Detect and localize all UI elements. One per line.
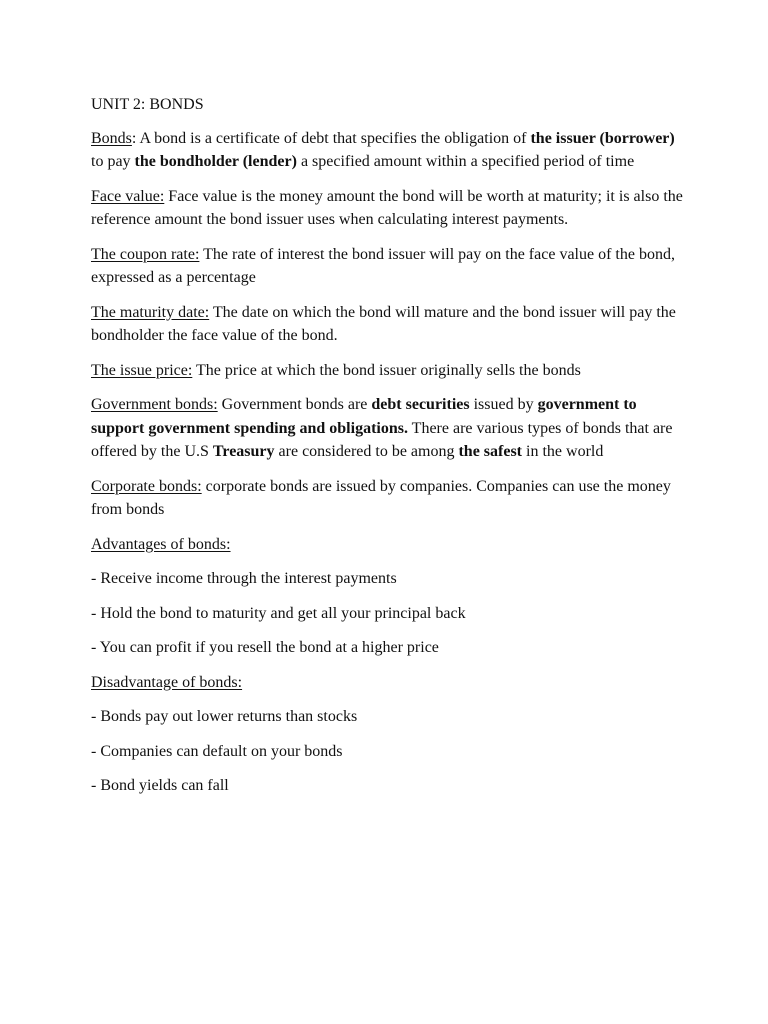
disadvantage-item: - Bonds pay out lower returns than stocks [91, 708, 358, 725]
definition-text: : A bond is a certificate of debt that specifies the obligation of [131, 129, 531, 147]
definition-bonds [91, 127, 685, 174]
emphasis-treasury: Treasury [212, 443, 275, 460]
document-page [91, 93, 685, 809]
definition-face-value [91, 185, 685, 232]
term-government-bonds: Government bonds: [91, 396, 218, 413]
definition-text: The date on which the bond will mature and the bond issuer will pay the bondholder the face value of the bond. [91, 303, 676, 344]
definition-corporate-bonds [91, 475, 685, 522]
advantages-heading-text: Advantages of bonds: [91, 535, 231, 553]
definition-text: to pay [91, 153, 135, 170]
disadvantage-item: - Bond yields can fall [91, 777, 229, 794]
advantage-item: - Hold the bond to maturity and get all your principal back [91, 604, 466, 622]
advantage-item: - You can profit if you resell the bond at a higher price [91, 639, 439, 656]
term-issue-price: The issue price: [91, 361, 193, 379]
definition-text: Face value is the money amount the bond will be worth at maturity; it is also the reference amount the bond issuer uses when calculating interest payments. [91, 187, 683, 228]
term-coupon-rate: The coupon rate: [91, 245, 200, 263]
definition-text: in the world [522, 443, 604, 460]
definition-government-bonds [91, 393, 685, 464]
advantage-item: - Receive income through the interest payments [91, 570, 397, 587]
definition-text: There are various types of bonds that are offered by the U.S [91, 419, 673, 460]
definition-text: corporate bonds are issued by companies. Companies can use the money from bonds [91, 477, 671, 518]
term-face-value: Face value: [91, 187, 165, 205]
disadvantage-item: - Companies can default on your bonds [91, 742, 343, 760]
document-title: UNIT 2: BONDS [91, 96, 204, 113]
emphasis-debt-securities: debt securities [371, 396, 470, 413]
definition-issue-price [91, 359, 685, 383]
term-maturity-date: The maturity date: [91, 303, 210, 321]
emphasis-government-spending: government to support government spending and obligations. [91, 396, 637, 437]
advantages-heading [91, 533, 685, 557]
emphasis-issuer: the issuer (borrower) [530, 129, 675, 147]
definition-coupon-rate [91, 243, 685, 290]
definition-text: a specified amount within a specified period of time [296, 153, 635, 170]
disadvantages-heading-text: Disadvantage of bonds: [91, 673, 243, 691]
definition-text: The price at which the bond issuer originally sells the bonds [192, 361, 581, 379]
term-corporate-bonds: Corporate bonds: [91, 477, 202, 495]
emphasis-safest: the safest [458, 443, 523, 460]
definition-text: are considered to be among [274, 443, 459, 460]
definition-maturity-date [91, 301, 685, 348]
term-bonds: Bonds [91, 129, 132, 147]
definition-text: Government bonds are [217, 396, 372, 413]
disadvantages-heading [91, 671, 685, 695]
definition-text: issued by [469, 396, 538, 413]
definition-text: The rate of interest the bond issuer will pay on the face value of the bond, expressed as a percentage [91, 245, 675, 286]
emphasis-bondholder: the bondholder (lender) [134, 153, 297, 170]
